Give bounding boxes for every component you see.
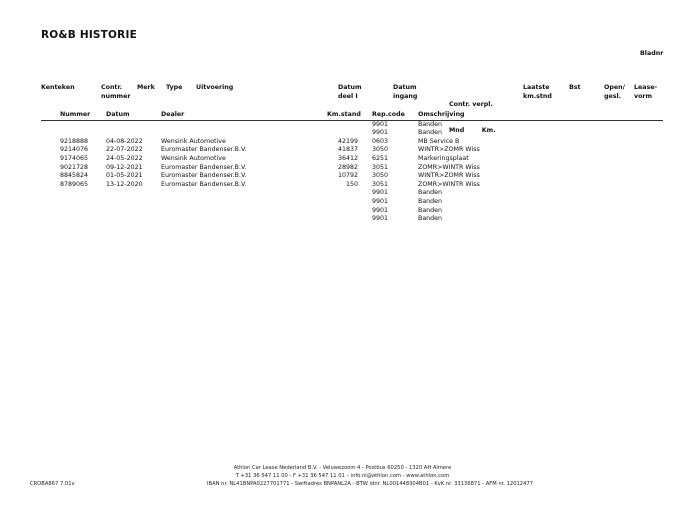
col-datum: Datum: [106, 111, 130, 118]
col-type: Type: [166, 84, 183, 91]
col-contr-nummer-line2: nummer: [101, 92, 131, 100]
cell-kmstand: 36412: [337, 154, 358, 162]
col-datum-ingang-line1: Datum: [393, 84, 417, 91]
col-open-gesl-line2: gesl.: [604, 92, 622, 100]
col-repcode: Rep.code: [372, 111, 405, 118]
col-merk: Merk: [137, 84, 155, 91]
col-kmstand: Km.stand: [327, 111, 361, 118]
cell-datum: 24-05-2022: [106, 154, 143, 162]
col-lease-vorm-line1: Lease-: [634, 84, 658, 91]
col-nummer: Nummer: [60, 111, 91, 118]
cell-omschrijving: Banden: [418, 129, 443, 137]
col-laatste-line1: Laatste: [523, 84, 550, 91]
col-bst: Bst: [569, 84, 581, 91]
cell-nummer: 8789065: [60, 180, 89, 188]
cell-repcode: 9901: [372, 215, 389, 223]
cell-kmstand: 150: [345, 180, 358, 188]
cell-omschrijving: WINTR>ZOMR Wiss: [418, 172, 480, 180]
cell-omschrijving: WINTR>ZOMR Wiss: [418, 146, 480, 154]
cell-dealer: Wensink Automotive: [161, 154, 226, 162]
cell-repcode: 3051: [372, 180, 389, 188]
cell-repcode: 6251: [372, 154, 389, 162]
col-uitvoering: Uitvoering: [196, 84, 234, 91]
footer-legal: IBAN nr. NL41BNPA0227701771 - Swiftadres BNPANL2A - BTW idnr. NL001448304B01 - KvK nr. 33136871 - AFM nr. 12012477: [206, 481, 533, 487]
cell-omschrijving: Banden: [418, 197, 443, 205]
col-kenteken: Kenteken: [41, 84, 75, 91]
page-number-label: Bladnr: [640, 50, 664, 57]
cell-kmstand: 42199: [337, 137, 358, 145]
cell-repcode: 9901: [372, 129, 389, 137]
col-lease-vorm-line2: vorm: [634, 92, 653, 100]
cell-kmstand: 41837: [337, 146, 358, 154]
col-contr-nummer: [101, 84, 130, 101]
cell-omschrijving: Markeringsplaat: [418, 154, 469, 162]
cell-omschrijving: ZOMR>WINTR Wiss: [418, 163, 480, 171]
cell-datum: 04-08-2022: [106, 137, 143, 145]
col-contr-verpl-line1: Contr. verpl.: [449, 101, 493, 108]
cell-kmstand: 10792: [337, 172, 358, 180]
cell-nummer: 9214076: [60, 146, 89, 154]
page-title: RO&B HISTORIE: [41, 29, 137, 41]
footer-contact: T +31 36 547 11 00 - F +31 36 547 11 01 – info.nl@athlon.com - www.athlon.com: [235, 473, 450, 479]
cell-omschrijving: Banden: [418, 206, 443, 214]
col-laatste-line2: km.stnd: [523, 92, 552, 100]
cell-nummer: 9218888: [60, 137, 89, 145]
cell-repcode: 9901: [372, 206, 389, 214]
cell-omschrijving: ZOMR>WINTR Wiss: [418, 180, 480, 188]
cell-repcode: 0603: [372, 137, 389, 145]
cell-dealer: Euromaster Bandenser.B.V.: [161, 172, 247, 180]
cell-dealer: Euromaster Bandenser.B.V.: [161, 163, 247, 171]
cell-repcode: 9901: [372, 189, 389, 197]
cell-datum: 22-07-2022: [106, 146, 143, 154]
cell-repcode: 3050: [372, 146, 389, 154]
col-open-gesl-line1: Open/: [604, 84, 625, 91]
col-datum-deel1-line2: deel I: [338, 92, 358, 100]
cell-datum: 13-12-2020: [106, 180, 143, 188]
cell-repcode: 3050: [372, 172, 389, 180]
cell-kmstand: 28982: [337, 163, 358, 171]
col-datum-ingang: [393, 84, 417, 101]
col-laatste-kmstnd: [523, 84, 552, 101]
cell-omschrijving: Banden: [418, 189, 443, 197]
footer-company-address: Athlon Car Lease Nederland B.V. - Veluwezoom 4 - Postbus 60250 - 1320 AH Almere: [233, 465, 452, 471]
cell-dealer: Euromaster Bandenser.B.V.: [161, 146, 247, 154]
cell-datum: 01-05-2021: [106, 172, 143, 180]
cell-omschrijving: Banden: [418, 215, 443, 223]
col-dealer: Dealer: [161, 111, 185, 118]
cell-nummer: 9021728: [60, 163, 89, 171]
col-omschrijving: Omschrijving: [418, 111, 465, 118]
cell-dealer: Euromaster Bandenser.B.V.: [161, 180, 247, 188]
col-contr-verpl-line2: Mnd Km.: [449, 126, 496, 134]
col-datum-deel1-line1: Datum: [338, 84, 362, 91]
cell-nummer: 8845824: [60, 172, 89, 180]
cell-dealer: Wensink Automotive: [161, 137, 226, 145]
col-datum-ingang-line2: ingang: [393, 92, 418, 100]
cell-omschrijving: MB Service B: [418, 137, 460, 145]
form-code: CROBA867 7.01v: [30, 481, 75, 487]
col-datum-deel1: [338, 84, 362, 101]
cell-repcode: 3051: [372, 163, 389, 171]
col-open-gesl: [604, 84, 625, 101]
col-contr-nummer-line1: Contr.: [101, 84, 123, 91]
header-divider: [41, 120, 663, 121]
col-lease-vorm: [634, 84, 657, 101]
cell-repcode: 9901: [372, 197, 389, 205]
cell-datum: 09-12-2021: [106, 163, 143, 171]
cell-omschrijving: Banden: [418, 120, 443, 128]
cell-nummer: 9174065: [60, 154, 89, 162]
cell-repcode: 9901: [372, 120, 389, 128]
